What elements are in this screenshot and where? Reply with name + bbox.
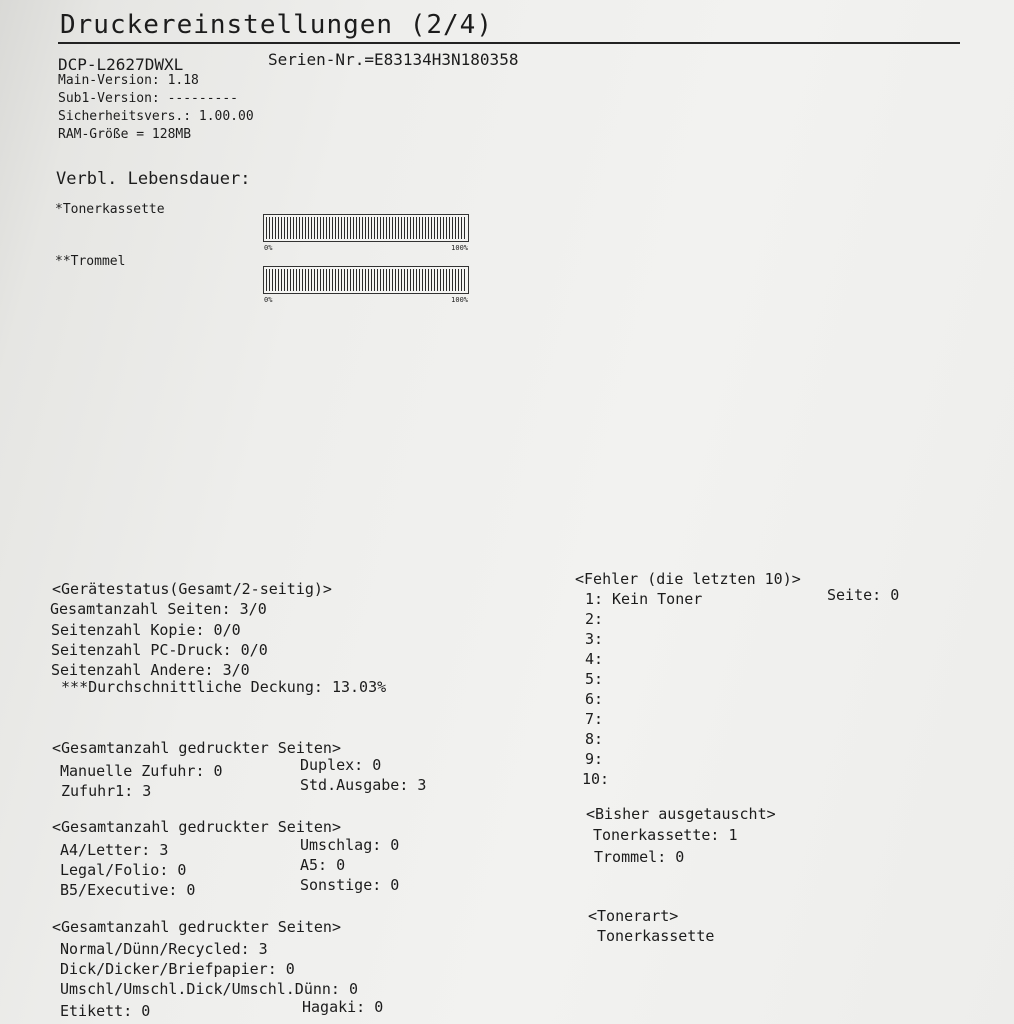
- drum-life-fill: [266, 269, 466, 291]
- errors-heading: <Fehler (die letzten 10)>: [575, 570, 801, 588]
- toner-life-bar: [263, 214, 469, 252]
- drum-life-min: 0%: [264, 296, 273, 304]
- ram-size: RAM-Größe = 128MB: [58, 127, 192, 142]
- title-divider: [58, 42, 960, 44]
- printed-pages-heading-3: <Gesamtanzahl gedruckter Seiten>: [52, 918, 341, 936]
- printed-line: Umschl/Umschl.Dick/Umschl.Dünn: 0: [60, 980, 359, 998]
- error-number: 5:: [585, 670, 604, 688]
- page-title: Druckereinstellungen (2/4): [60, 10, 493, 40]
- printed-line: Duplex: 0: [300, 756, 382, 774]
- error-text: Kein Toner: [612, 590, 703, 608]
- life-heading: Verbl. Lebensdauer:: [56, 169, 251, 189]
- error-number: 6:: [585, 690, 604, 708]
- toner-life-fill: [266, 217, 466, 239]
- printed-line: Umschlag: 0: [300, 836, 400, 854]
- printed-pages-heading-2: <Gesamtanzahl gedruckter Seiten>: [52, 818, 341, 836]
- error-number: 1:: [585, 590, 604, 608]
- status-line: Gesamtanzahl Seiten: 3/0: [50, 600, 267, 618]
- error-number: 9:: [585, 750, 604, 768]
- printed-pages-heading-1: <Gesamtanzahl gedruckter Seiten>: [52, 739, 341, 757]
- printed-line: A4/Letter: 3: [60, 841, 169, 859]
- sub1-version: Sub1-Version: ---------: [58, 91, 239, 106]
- error-page: Seite: 0: [827, 586, 900, 604]
- toner-type-value: Tonerkassette: [597, 927, 715, 945]
- drum-life-bar: [263, 266, 469, 304]
- printed-line: Dick/Dicker/Briefpapier: 0: [60, 960, 295, 978]
- drum-life-label: **Trommel: [55, 254, 126, 269]
- error-number: 10:: [582, 770, 610, 788]
- toner-type-heading: <Tonerart>: [588, 907, 679, 925]
- printed-line: Zufuhr1: 3: [61, 782, 152, 800]
- printed-line: B5/Executive: 0: [60, 881, 196, 899]
- error-number: 7:: [585, 710, 604, 728]
- security-version: Sicherheitsvers.: 1.00.00: [58, 109, 254, 124]
- toner-life-label: *Tonerkassette: [55, 202, 165, 217]
- printed-line: A5: 0: [300, 856, 346, 874]
- printed-line: Std.Ausgabe: 3: [300, 776, 427, 794]
- printed-line: Legal/Folio: 0: [60, 861, 187, 879]
- model-name: DCP-L2627DWXL: [58, 55, 184, 74]
- main-version: Main-Version: 1.18: [58, 73, 199, 88]
- replaced-heading: <Bisher ausgetauscht>: [586, 805, 776, 823]
- printed-line: Etikett: 0: [60, 1002, 151, 1020]
- printed-line: Normal/Dünn/Recycled: 3: [60, 940, 268, 958]
- toner-life-min: 0%: [264, 244, 273, 252]
- error-number: 8:: [585, 730, 604, 748]
- replaced-line: Tonerkassette: 1: [593, 826, 738, 844]
- drum-life-max: 100%: [451, 296, 468, 304]
- serial-number: Serien-Nr.=E83134H3N180358: [268, 50, 519, 69]
- device-status-heading: <Gerätestatus(Gesamt/2-seitig)>: [52, 580, 332, 598]
- printed-line: Sonstige: 0: [300, 876, 400, 894]
- error-number: 2:: [585, 610, 604, 628]
- printed-line: Hagaki: 0: [302, 998, 384, 1016]
- error-number: 4:: [585, 650, 604, 668]
- error-number: 3:: [585, 630, 604, 648]
- average-coverage: ***Durchschnittliche Deckung: 13.03%: [52, 678, 387, 696]
- toner-life-max: 100%: [451, 244, 468, 252]
- status-line: Seitenzahl Kopie: 0/0: [51, 621, 241, 639]
- printed-line: Manuelle Zufuhr: 0: [60, 762, 223, 780]
- status-line: Seitenzahl Andere: 3/0: [51, 661, 250, 679]
- status-line: Seitenzahl PC-Druck: 0/0: [51, 641, 268, 659]
- replaced-line: Trommel: 0: [594, 848, 685, 866]
